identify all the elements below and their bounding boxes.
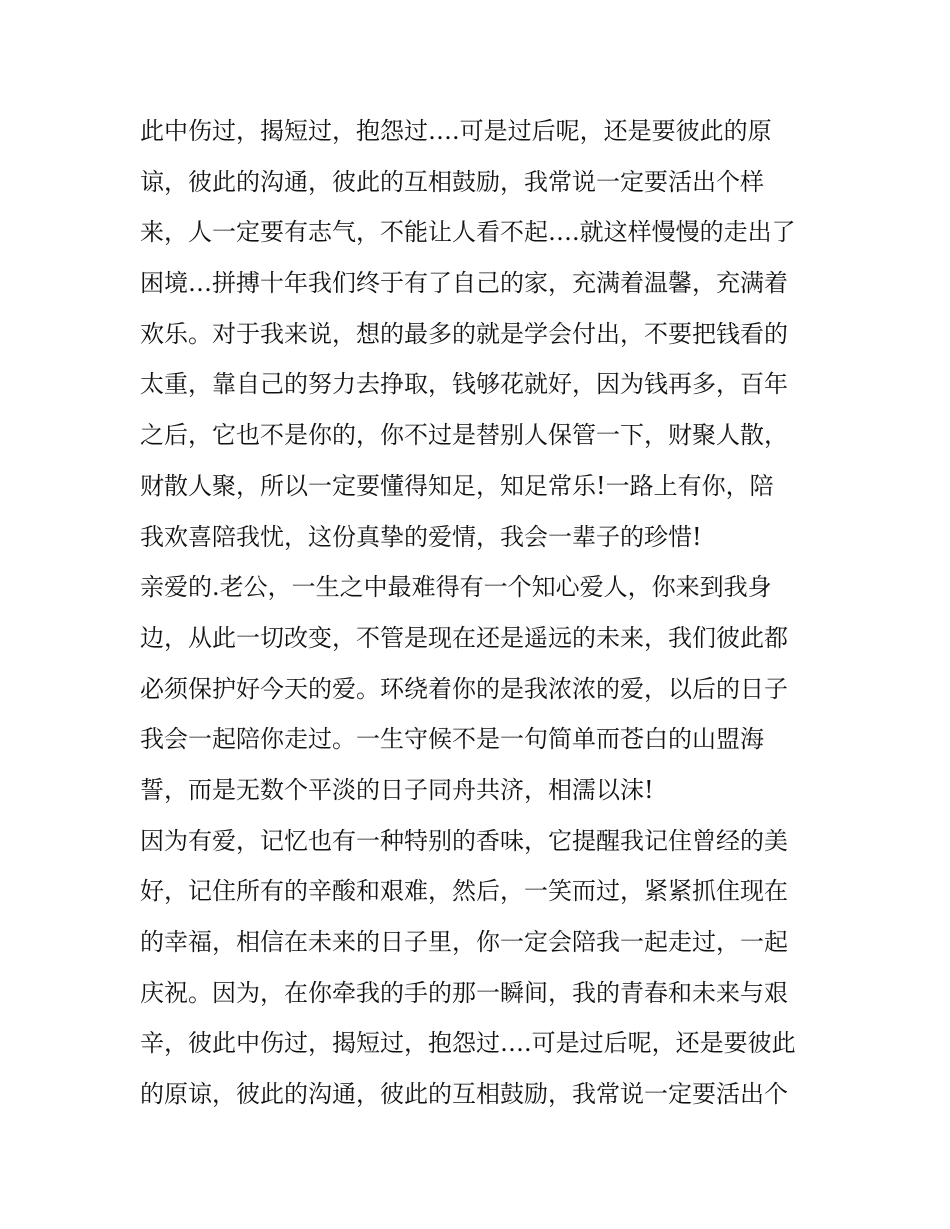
body-text xyxy=(140,106,820,1120)
text-line: 誓，而是无数个平淡的日子同舟共济，相濡以沫! xyxy=(140,775,654,804)
text-line: 此中伤过，揭短过，抱怨过….可是过后呢，还是要彼此的原 xyxy=(140,117,772,145)
text-line: 财散人聚，所以一定要懂得知足，知足常乐!一路上有你，陪 xyxy=(140,471,774,500)
text-line: 亲爱的.老公，一生之中最难得有一个知心爱人，你来到我身 xyxy=(140,573,772,602)
text-line: 辛，彼此中伤过，揭短过，抱怨过….可是过后呢，还是要彼此 xyxy=(140,1029,796,1058)
text-line: 困境…拼搏十年我们终于有了自己的家，充满着温馨，充满着 xyxy=(140,269,788,298)
text-line: 来，人一定要有志气，不能让人看不起….就这样慢慢的走出了 xyxy=(140,218,796,247)
text-line: 我欢喜陪我忧，这份真挚的爱情，我会一辈子的珍惜! xyxy=(140,522,702,551)
text-line: 因为有爱，记忆也有一种特别的香味，它提醒我记住曾经的美 xyxy=(140,826,788,855)
text-line: 边，从此一切改变，不管是现在还是遥远的未来，我们彼此都 xyxy=(140,623,788,652)
text-line: 的原谅，彼此的沟通，彼此的互相鼓励，我常说一定要活出个 xyxy=(140,1080,788,1109)
text-line: 必须保护好今天的爱。环绕着你的是我浓浓的爱，以后的日子 xyxy=(140,674,788,703)
text-line: 的幸福，相信在未来的日子里，你一定会陪我一起走过，一起 xyxy=(140,928,788,956)
text-line: 欢乐。对于我来说，想的最多的就是学会付出，不要把钱看的 xyxy=(140,319,788,348)
text-line: 我会一起陪你走过。一生守候不是一句简单而苍白的山盟海 xyxy=(140,725,764,754)
text-line: 太重，靠自己的努力去挣取，钱够花就好，因为钱再多，百年 xyxy=(140,370,788,399)
text-line: 之后，它也不是你的，你不过是替别人保管一下，财聚人散， xyxy=(140,421,788,450)
text-line: 庆祝。因为，在你牵我的手的那一瞬间，我的青春和未来与艰 xyxy=(140,978,788,1007)
text-line: 好，记住所有的辛酸和艰难，然后，一笑而过，紧紧抓住现在 xyxy=(140,877,788,906)
text-line: 谅，彼此的沟通，彼此的互相鼓励，我常说一定要活出个样 xyxy=(140,167,764,196)
